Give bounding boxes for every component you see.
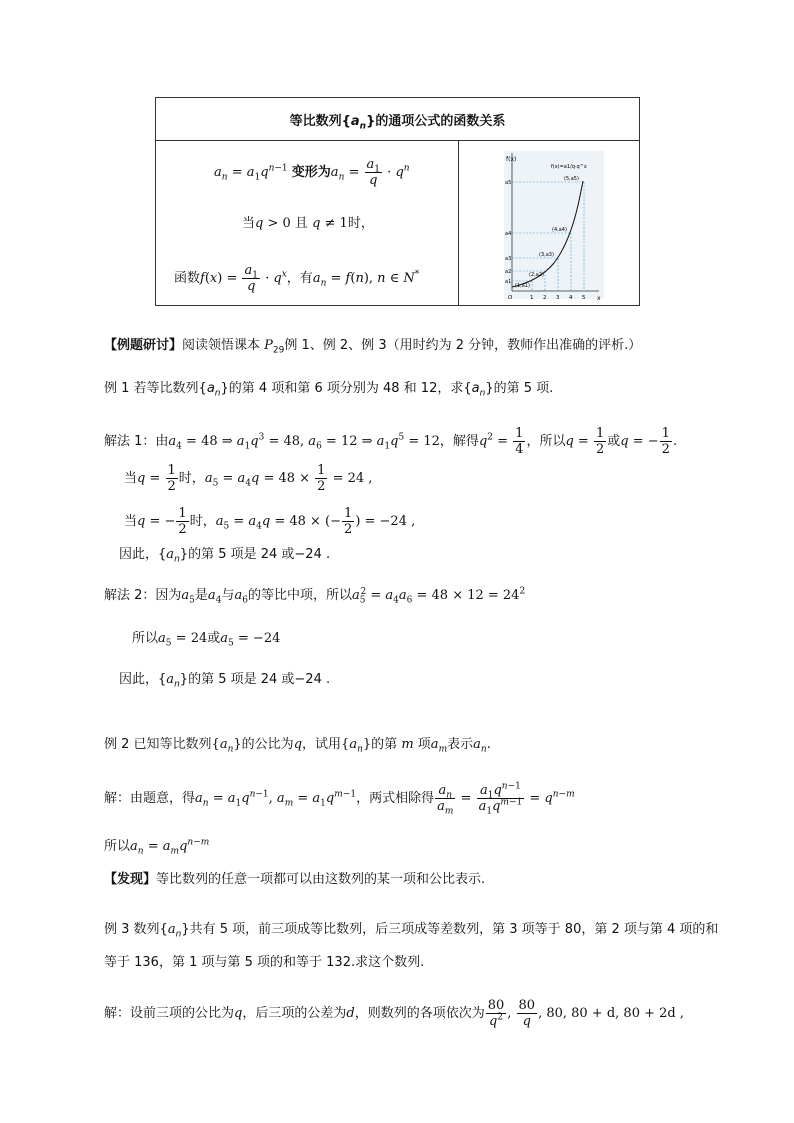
ex3-sol-post: ，则数列的各项依次为 [354,1006,485,1021]
ex1-conclusion2: 因此，$\{a_n\}$的第 5 项是 24 或−24 . [119,672,331,690]
x-tick-1: 1 [530,295,534,301]
ex1-method1: 解法 1：由$a_4 = 48$ ⇒ $a_1q^3 = 48$, $a_6 = 12$ ⇒ $a_1q^5 = 12$，解得$q^2$ = $\frac{1}{4}$ ，所以q = $\frac{1}{2}$ 或q = − $\frac{1}{2}$ . [104,426,678,457]
ex1-m1-label: 解法 1：由 [104,434,169,449]
ex1-m2-so: 所以 [132,631,159,646]
ex1-case1: 当q = $\frac{1}{2}$ 时，$a_5 = a_4q = 48$ × $\frac{1}{2}$ = 24 , [124,463,373,494]
discovery-heading: 【发现】 [104,872,157,887]
ex1-m2-mid: 的等比中项，所以 [247,588,352,603]
ex1-case1-post: 时， [178,471,205,486]
origin-label: O [508,295,513,301]
func-pre: 函数 [174,271,201,286]
ex1-m2-is: 是 [194,588,208,603]
condition-post: 时， [347,216,374,231]
exponential-graph [459,141,639,305]
table-header: 等比数列$\{a_n\}$的通项公式的函数关系 [156,98,640,141]
ex1-or: 或 [607,434,621,449]
x-tick-5: 5 [582,295,586,301]
point-label-2: (2,a2) [529,272,544,278]
ex3-terms-tail: 80, 80 + d, 80 + 2d , [546,1006,684,1021]
condition-line: 当q > 0 且 q ≠ 1时， [242,216,374,231]
transform-formula: $a_n = a_1q^{n-1}$ 变形为$a_n$ = $\frac{a_1}{q}$ · $q^n$ [214,157,410,188]
point-label-3: (3,a3) [539,252,554,258]
ex2-q-mid2: ，试用 [302,737,342,752]
function-line: 函数f(x) = $\frac{a_1}{q}$ · $q^x$，有$a_n = f(n)$, n ∈ N* [174,263,420,294]
ex1-m2-val1: 24 [190,631,208,646]
ex2-so: 所以 [104,839,131,854]
condition-pre: 当 [242,216,256,231]
ex1-m1-so: ，所以 [526,434,566,449]
ex1-conclusion2-post: 的第 5 项是 24 或−24 . [188,672,331,687]
y-label-a5: a5 [505,180,512,186]
section-intro-pre: 阅读领悟课本 [182,338,261,353]
ex2-sol-mid: ，两式相除得 [356,791,435,806]
ex1-case1-pre: 当 [124,471,138,486]
ex1-q-post: 的第 4 项和第 6 项分别为 48 和 12，求 [228,381,464,396]
func-mid: ，有 [286,271,313,286]
ex1-case2-post: 时， [189,514,216,529]
table-title-post: 的通项公式的函数关系 [375,113,506,129]
discovery [104,873,485,886]
discovery-text: 等比数列的任意一项都可以由这数列的某一项和公比表示. [156,872,486,887]
y-label-a4: a4 [505,231,512,237]
ex2-question: 例 2 已知等比数列$\{a_n\}$的公比为q，试用$\{a_n\}$的第 m 项$a_m$表示$a_n$. [104,737,491,755]
y-label-a1: a1 [505,279,512,285]
point-label-4: (4,a4) [552,227,567,233]
x-tick-4: 4 [569,295,573,301]
ex1-conclusion1: 因此，$\{a_n\}$的第 5 项是 24 或−24 . [119,547,331,565]
ex1-conclusion1-post: 的第 5 项是 24 或−24 . [188,547,331,562]
ex1-question: 例 1 若等比数列$\{a_n\}$的第 4 项和第 6 项分别为 48 和 12，求$\{a_n\}$的第 5 项. [104,381,554,399]
ex3-solution: 解：设前三项的公比为q，后三项的公差为d，则数列的各项依次为 $\frac{80}{q^2}$ , $\frac{80}{q}$ , 80, 80 + d, 80 + 2d , [104,998,684,1029]
ex1-m2-result: 所以$a_5 = 24$或$a_5 = -24$ [132,631,281,649]
section-intro: 【例题研讨】阅读领悟课本 $P_{29}$例 1、例 2、例 3（用时约为 2 分钟，教师作出准确的评析.） [104,338,642,356]
ex1-m1-solve: ，解得 [439,434,479,449]
x-tick-3: 3 [556,295,560,301]
ex2-q-mid3: 的第 [371,737,398,752]
y-label-a3: a3 [505,256,512,262]
point-label-5: (5,a5) [564,176,579,182]
ex1-m2-val2: −24 [252,631,281,646]
ex1-m2-and: 与 [221,588,235,603]
ex1-case2-pre: 当 [124,514,138,529]
ex2-solution: 解：由题意，得$a_n = a_1q^{n-1}$, $a_m = a_1q^{m-1}$，两式相除得 $\frac{a_n}{a_m}$ = $\frac{a_1q^{n-1}}{a_1q^{m-1}}$ = $q^{n-m}$ [104,781,575,817]
x-tick-2: 2 [543,295,547,301]
ex1-conclusion2-pre: 因此， [119,672,159,687]
ex1-case2: 当q = − $\frac{1}{2}$ 时，$a_5 = a_4q = 48$ × (− $\frac{1}{2}$ ) = −24 , [124,506,416,537]
ex1-method2: 解法 2：因为$a_5$是$a_4$与$a_6$的等比中项，所以$a_5^2 = a_4a_6 = 48 \times 12 = 24^2$ [104,586,526,606]
y-label-a2: a2 [505,269,512,275]
ex3-sol-pre: 解：设前三项的公比为 [104,1006,235,1021]
ex3-line1-pre: 例 3 数列 [104,922,160,937]
table-formulas-cell [156,141,459,306]
formula-table [155,97,640,306]
ex3-sol-mid: ，后三项的公差为 [242,1006,347,1021]
graph-background [504,151,604,299]
y-axis-label: f(x) [506,156,517,163]
table-graph-cell [459,141,640,306]
x-axis-label: x [597,295,601,302]
condition-mid: 且 [294,216,308,231]
ex2-sol-pre: 解：由题意，得 [104,791,196,806]
point-label-1: (1,a1) [515,283,530,289]
table-title-pre: 等比数列 [289,113,342,129]
ex1-conclusion1-pre: 因此， [119,547,159,562]
ex2-q-pre: 例 2 已知等比数列 [104,737,212,752]
transform-text: 变形为 [291,165,331,180]
ex3-line1-post: 共有 5 项，前三项成等比数列，后三项成等差数列，第 3 项等于 80，第 2 项与第 4 项的和 [189,922,719,937]
function-label: f(x)=a1/q·q^x [551,164,587,170]
ex1-m2-label: 解法 2：因为 [104,588,182,603]
ex3-line2: 等于 136，第 1 项与第 5 项的和等于 132.求这个数列. [104,955,425,970]
ex1-q-pre: 例 1 若等比数列 [104,381,199,396]
ex1-q-end: 的第 5 项. [493,381,554,396]
ex2-q-post: 表示 [447,737,474,752]
section-heading: 【例题研讨】 [104,338,183,353]
ex2-q-mid4: 项 [417,737,431,752]
ex3-line1: 例 3 数列$\{a_n\}$共有 5 项，前三项成等比数列，后三项成等差数列，第 3 项等于 80，第 2 项与第 4 项的和 [104,922,719,940]
ex1-m2-or: 或 [207,631,221,646]
ex2-result: 所以$a_n = a_mq^{n-m}$ [104,837,210,857]
ex2-q-mid: 的公比为 [241,737,294,752]
section-intro-post: 例 1、例 2、例 3（用时约为 2 分钟，教师作出准确的评析.） [284,338,642,353]
